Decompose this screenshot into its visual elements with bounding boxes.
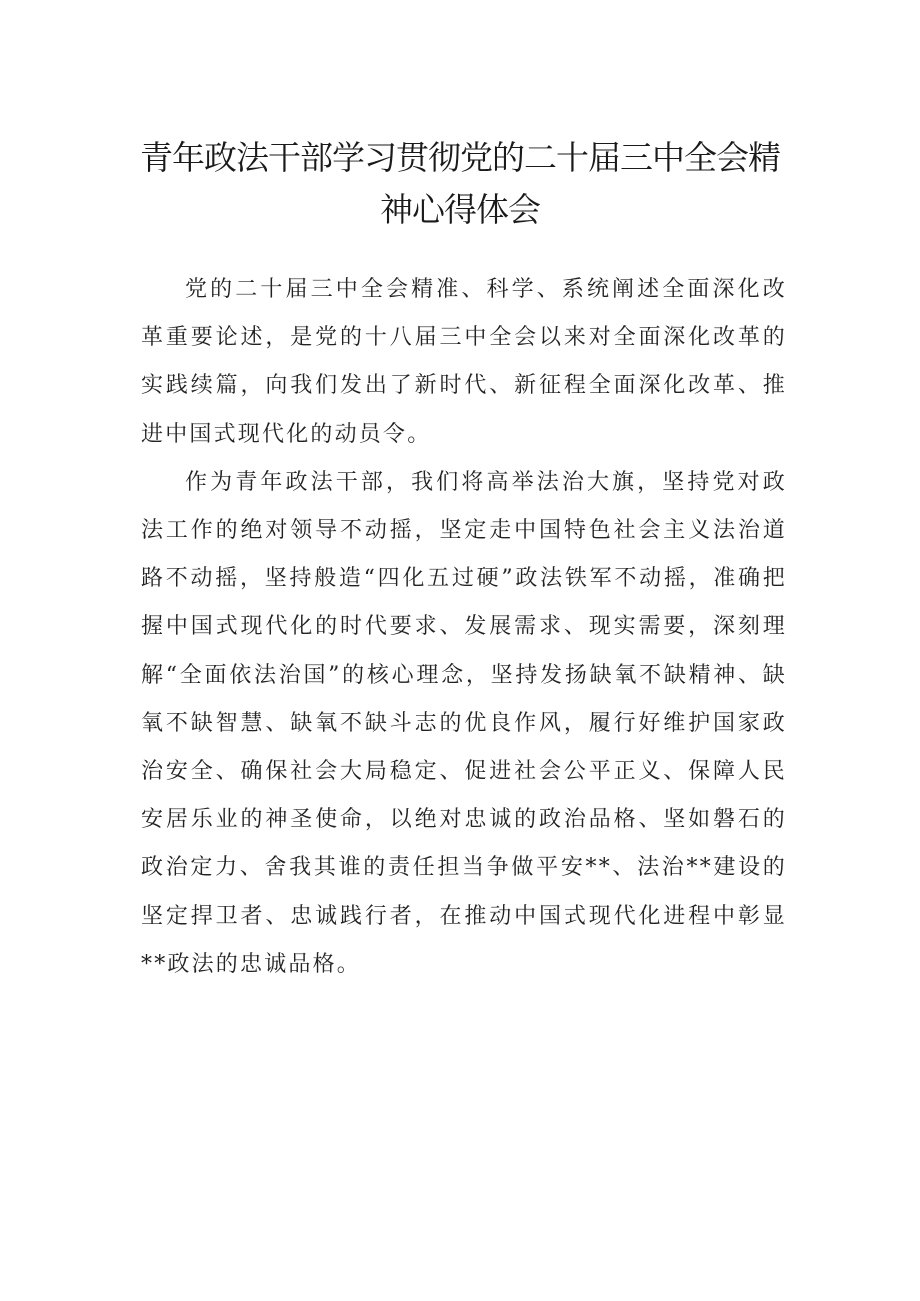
document-body [141, 266, 787, 989]
paragraph-1: 党的二十届三中全会精准、科学、系统阐述全面深化改革重要论述，是党的十八届三中全会以来对全面深化改革的实践续篇，向我们发出了新时代、新征程全面深化改革、推进中国式现代化的动员令。 [141, 277, 787, 447]
document-title: 青年政法干部学习贯彻党的二十届三中全会精神心得体会 [140, 138, 780, 229]
paragraph-2: 作为青年政法干部，我们将高举法治大旗，坚持党对政法工作的绝对领导不动摇，坚定走中国特色社会主义法治道路不动摇，坚持般造“四化五过硬”政法铁军不动摇，准确把握中国式现代化的时代要求、发展需求、现实需要，深刻理解“全面依法治国”的核心理念，坚持发扬缺氧不缺精神、缺氧不缺智慧、缺氧不缺斗志的优良作风，履行好维护国家政治安全、确保社会大局稳定、促进社会公平正义、保障人民安居乐业的神圣使命，以绝对忠诚的政治品格、坚如磐石的政治定力、舍我其谁的责任担当争做平安**、法治**建设的坚定捍卫者、忠诚践行者，在推动中国式现代化进程中彰显**政法的忠诚品格。 [141, 469, 787, 977]
